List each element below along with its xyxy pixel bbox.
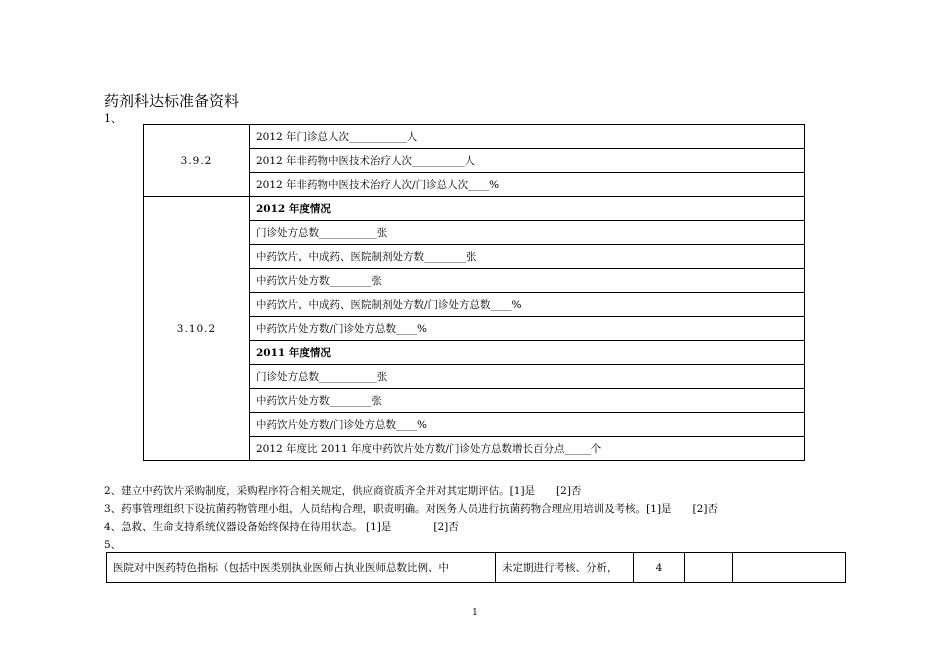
- item-2: 2、建立中药饮片采购制度，采购程序符合相关规定，供应商资质齐全并对其定期评估。[1]是 [2]否: [104, 485, 582, 497]
- code-3-10-2: 3.10.2: [144, 197, 250, 461]
- table-row: 2012 年度比 2011 年度中药饮片处方数/门诊处方总数增长百分点_____个: [250, 437, 805, 461]
- item-4: 4、急救、生命支持系统仪器设备始终保持在待用状态。 [1]是 [2]否: [104, 521, 459, 533]
- table-row: 中药饮片处方数________张: [250, 389, 805, 413]
- score-cell: 4: [634, 553, 685, 583]
- year-2012-heading: 2012 年度情况: [250, 197, 805, 221]
- table-row: 门诊处方总数___________张: [250, 221, 805, 245]
- page-number: 1: [472, 608, 478, 618]
- table-row: 2012 年非药物中医技术治疗人次__________人: [250, 149, 805, 173]
- table-row: 中药饮片处方数________张: [250, 269, 805, 293]
- item-5: 5、: [104, 539, 122, 551]
- empty-cell: [685, 553, 733, 583]
- table-row: 2012 年门诊总人次___________人: [250, 125, 805, 149]
- section-1-number: 1、: [104, 112, 122, 125]
- indicator-cell: 医院对中医药特色指标（包括中医类别执业医师占执业医师总数比例、中: [107, 553, 496, 583]
- item-3: 3、药事管理组织下设抗菌药物管理小组，人员结构合理，职责明确。对医务人员进行抗菌药物合理应用培训及考核。[1]是 [2]否: [104, 503, 718, 515]
- table-row: 中药饮片、中成药、医院制剂处方数/门诊处方总数____%: [250, 293, 805, 317]
- numbered-items: [104, 482, 718, 554]
- issue-cell: 未定期进行考核、分析，: [496, 553, 634, 583]
- code-3-9-2: 3.9.2: [144, 125, 250, 197]
- table-row: 门诊处方总数___________张: [250, 365, 805, 389]
- document-title: 药剂科达标准备资料: [104, 92, 240, 110]
- table-row: 中药饮片处方数/门诊处方总数____%: [250, 413, 805, 437]
- empty-cell: [733, 553, 846, 583]
- table-row: 中药饮片处方数/门诊处方总数____%: [250, 317, 805, 341]
- statistics-table: [143, 124, 805, 461]
- table-row: 中药饮片、中成药、医院制剂处方数________张: [250, 245, 805, 269]
- year-2011-heading: 2011 年度情况: [250, 341, 805, 365]
- table-row: 2012 年非药物中医技术治疗人次/门诊总人次____%: [250, 173, 805, 197]
- evaluation-table: [106, 552, 846, 583]
